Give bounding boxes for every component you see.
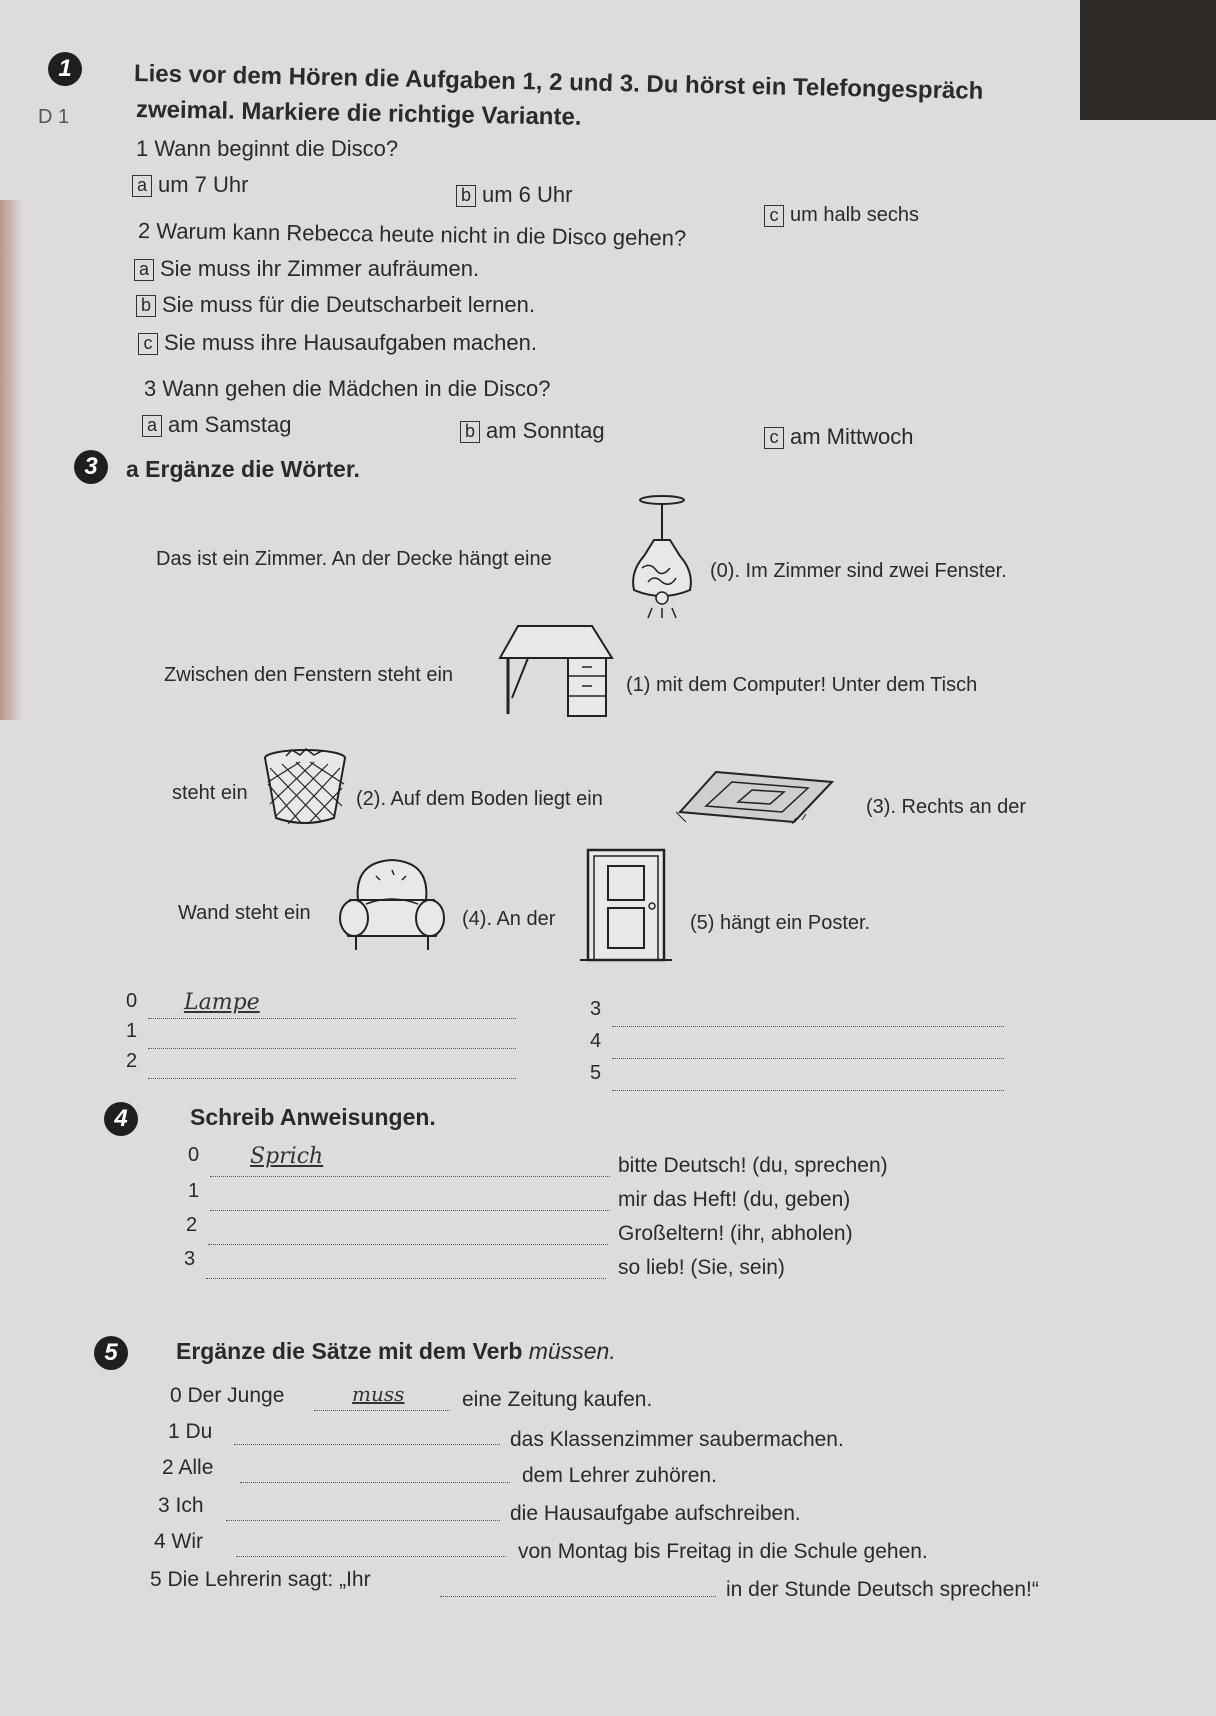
ex5-row-0-start: 0 Der Junge xyxy=(170,1384,285,1407)
q3-option-c[interactable] xyxy=(764,424,913,450)
exercise-3-title: a Ergänze die Wörter. xyxy=(126,456,360,482)
q3-option-c-text: am Mittwoch xyxy=(790,424,914,449)
ex3-sentence-4c: (5) hängt ein Poster. xyxy=(690,912,871,934)
ex5-row-5-start: 5 Die Lehrerin sagt: „Ihr xyxy=(150,1568,371,1591)
q1-option-c-text: um halb sechs xyxy=(790,204,919,226)
exercise-4-badge: 4 xyxy=(104,1102,138,1136)
ex5-row-5-line[interactable] xyxy=(440,1596,716,1597)
ex5-row-0-end: eine Zeitung kaufen. xyxy=(462,1388,653,1411)
q2-option-b-text: Sie muss für die Deutscharbeit lernen. xyxy=(162,292,535,317)
option-box-b: b xyxy=(136,295,156,317)
ex5-row-0-line[interactable] xyxy=(314,1410,450,1411)
armchair-icon xyxy=(336,856,448,956)
ex3-sentence-1a: Das ist ein Zimmer. An der Decke hängt eine xyxy=(156,548,552,570)
q1-option-a[interactable] xyxy=(132,172,248,198)
ex4-row-1-line[interactable] xyxy=(210,1210,610,1211)
option-box-b: b xyxy=(460,421,480,443)
ex3-answer-5-line[interactable] xyxy=(612,1090,1004,1091)
ex5-row-4-end: von Montag bis Freitag in die Schule gehen. xyxy=(518,1540,928,1563)
q1-option-b[interactable] xyxy=(456,182,572,208)
option-box-a: a xyxy=(132,175,152,197)
ex5-row-3-line[interactable] xyxy=(226,1520,500,1521)
option-box-a: a xyxy=(134,259,154,281)
ex3-sentence-3b: (2). Auf dem Boden liegt ein xyxy=(356,788,603,810)
lamp-icon xyxy=(624,494,704,620)
rug-icon xyxy=(676,768,834,826)
ex3-sentence-2a: Zwischen den Fenstern steht ein xyxy=(164,664,454,686)
ex3-answer-0-num: 0 xyxy=(126,990,138,1012)
ex4-row-3-rest: so lieb! (Sie, sein) xyxy=(618,1256,785,1279)
ex3-answer-4-num: 4 xyxy=(590,1030,602,1052)
q3-option-a[interactable] xyxy=(142,412,292,438)
ex4-row-0-num: 0 xyxy=(188,1144,200,1166)
ex3-sentence-3a: steht ein xyxy=(172,782,248,804)
background-corner xyxy=(1080,0,1216,120)
exercise-5-title xyxy=(176,1338,616,1365)
exercise-4-title: Schreib Anweisungen. xyxy=(190,1104,436,1130)
q2-option-a[interactable] xyxy=(134,256,479,282)
ex3-answer-1-line[interactable] xyxy=(148,1048,516,1049)
ex5-row-2-line[interactable] xyxy=(240,1482,510,1483)
exercise-1-badge: 1 xyxy=(48,52,82,86)
q3-option-b[interactable] xyxy=(460,418,605,444)
question-1: 1 Wann beginnt die Disco? xyxy=(136,136,399,161)
ex4-row-0-line[interactable] xyxy=(210,1176,610,1177)
exercise-1-instruction-1: Lies vor dem Hören die Aufgaben 1, 2 und 3. Du hörst ein Telefongespräch xyxy=(133,60,984,105)
side-label: D 1 xyxy=(38,106,70,128)
ex5-row-1-end: das Klassenzimmer saubermachen. xyxy=(510,1428,844,1451)
ex3-sentence-1b: (0). Im Zimmer sind zwei Fenster. xyxy=(710,560,1007,582)
ex3-sentence-4b: (4). An der xyxy=(462,908,556,930)
ex4-row-1-rest: mir das Heft! (du, geben) xyxy=(618,1188,851,1211)
exercise-5-title-text: Ergänze die Sätze mit dem Verb xyxy=(176,1338,523,1364)
ex5-row-3-end: die Hausaufgabe aufschreiben. xyxy=(510,1502,801,1525)
ex4-row-3-num: 3 xyxy=(184,1248,196,1270)
q2-option-b[interactable] xyxy=(136,292,535,318)
q3-option-b-text: am Sonntag xyxy=(486,418,605,443)
ex4-row-0-answer: Sprich xyxy=(250,1144,324,1169)
ex4-row-2-line[interactable] xyxy=(208,1244,608,1245)
ex4-row-3-line[interactable] xyxy=(206,1278,606,1279)
question-2: 2 Warum kann Rebecca heute nicht in die Disco gehen? xyxy=(137,218,687,251)
exercise-1-instruction-2: zweimal. Markiere die richtige Variante. xyxy=(135,96,582,131)
exercise-5-title-verb: müssen. xyxy=(528,1338,616,1364)
option-box-c: c xyxy=(764,427,784,449)
ex5-row-1-line[interactable] xyxy=(234,1444,500,1445)
option-box-c: c xyxy=(138,333,158,355)
q3-option-a-text: am Samstag xyxy=(168,412,292,437)
ex4-row-0-rest: bitte Deutsch! (du, sprechen) xyxy=(618,1154,888,1177)
ex3-answer-0-value: Lampe xyxy=(184,990,260,1015)
ex5-row-2-end: dem Lehrer zuhören. xyxy=(522,1464,717,1487)
ex3-sentence-3c: (3). Rechts an der xyxy=(866,796,1027,818)
option-box-c: c xyxy=(764,205,784,227)
q2-option-c-text: Sie muss ihre Hausaufgaben machen. xyxy=(164,330,537,355)
ex5-row-1-start: 1 Du xyxy=(168,1420,213,1443)
ex3-answer-3-num: 3 xyxy=(590,998,602,1020)
ex5-row-0-answer: muss xyxy=(352,1382,405,1406)
ex4-row-1-num: 1 xyxy=(188,1180,200,1202)
question-3: 3 Wann gehen die Mädchen in die Disco? xyxy=(144,376,551,401)
ex3-sentence-4a: Wand steht ein xyxy=(178,902,311,924)
ex5-row-3-start: 3 Ich xyxy=(158,1494,204,1517)
q1-option-b-text: um 6 Uhr xyxy=(482,182,573,207)
ex5-row-5-end: in der Stunde Deutsch sprechen!“ xyxy=(726,1578,1039,1601)
exercise-5-badge: 5 xyxy=(94,1336,128,1370)
left-shadow xyxy=(0,200,22,720)
ex3-answer-2-num: 2 xyxy=(126,1050,138,1072)
q2-option-c[interactable] xyxy=(138,330,537,356)
ex3-answer-3-line[interactable] xyxy=(612,1026,1004,1027)
option-box-a: a xyxy=(142,415,162,437)
q1-option-c[interactable] xyxy=(764,204,919,227)
door-icon xyxy=(580,846,672,962)
q2-option-a-text: Sie muss ihr Zimmer aufräumen. xyxy=(160,256,480,281)
ex3-answer-4-line[interactable] xyxy=(612,1058,1004,1059)
ex5-row-2-start: 2 Alle xyxy=(162,1456,214,1479)
ex3-answer-0-line[interactable] xyxy=(148,1018,516,1019)
q1-option-a-text: um 7 Uhr xyxy=(158,172,249,197)
wastebasket-icon xyxy=(262,748,348,828)
ex3-sentence-2b: (1) mit dem Computer! Unter dem Tisch xyxy=(626,674,978,696)
ex3-answer-5-num: 5 xyxy=(590,1062,602,1084)
ex5-row-4-start: 4 Wir xyxy=(154,1530,203,1553)
exercise-3-badge: 3 xyxy=(74,450,108,484)
desk-icon xyxy=(498,622,614,718)
ex3-answer-1-num: 1 xyxy=(126,1020,138,1042)
ex5-row-4-line[interactable] xyxy=(236,1556,506,1557)
ex4-row-2-rest: Großeltern! (ihr, abholen) xyxy=(618,1222,853,1245)
ex3-answer-2-line[interactable] xyxy=(148,1078,516,1079)
ex4-row-2-num: 2 xyxy=(186,1214,198,1236)
option-box-b: b xyxy=(456,185,476,207)
